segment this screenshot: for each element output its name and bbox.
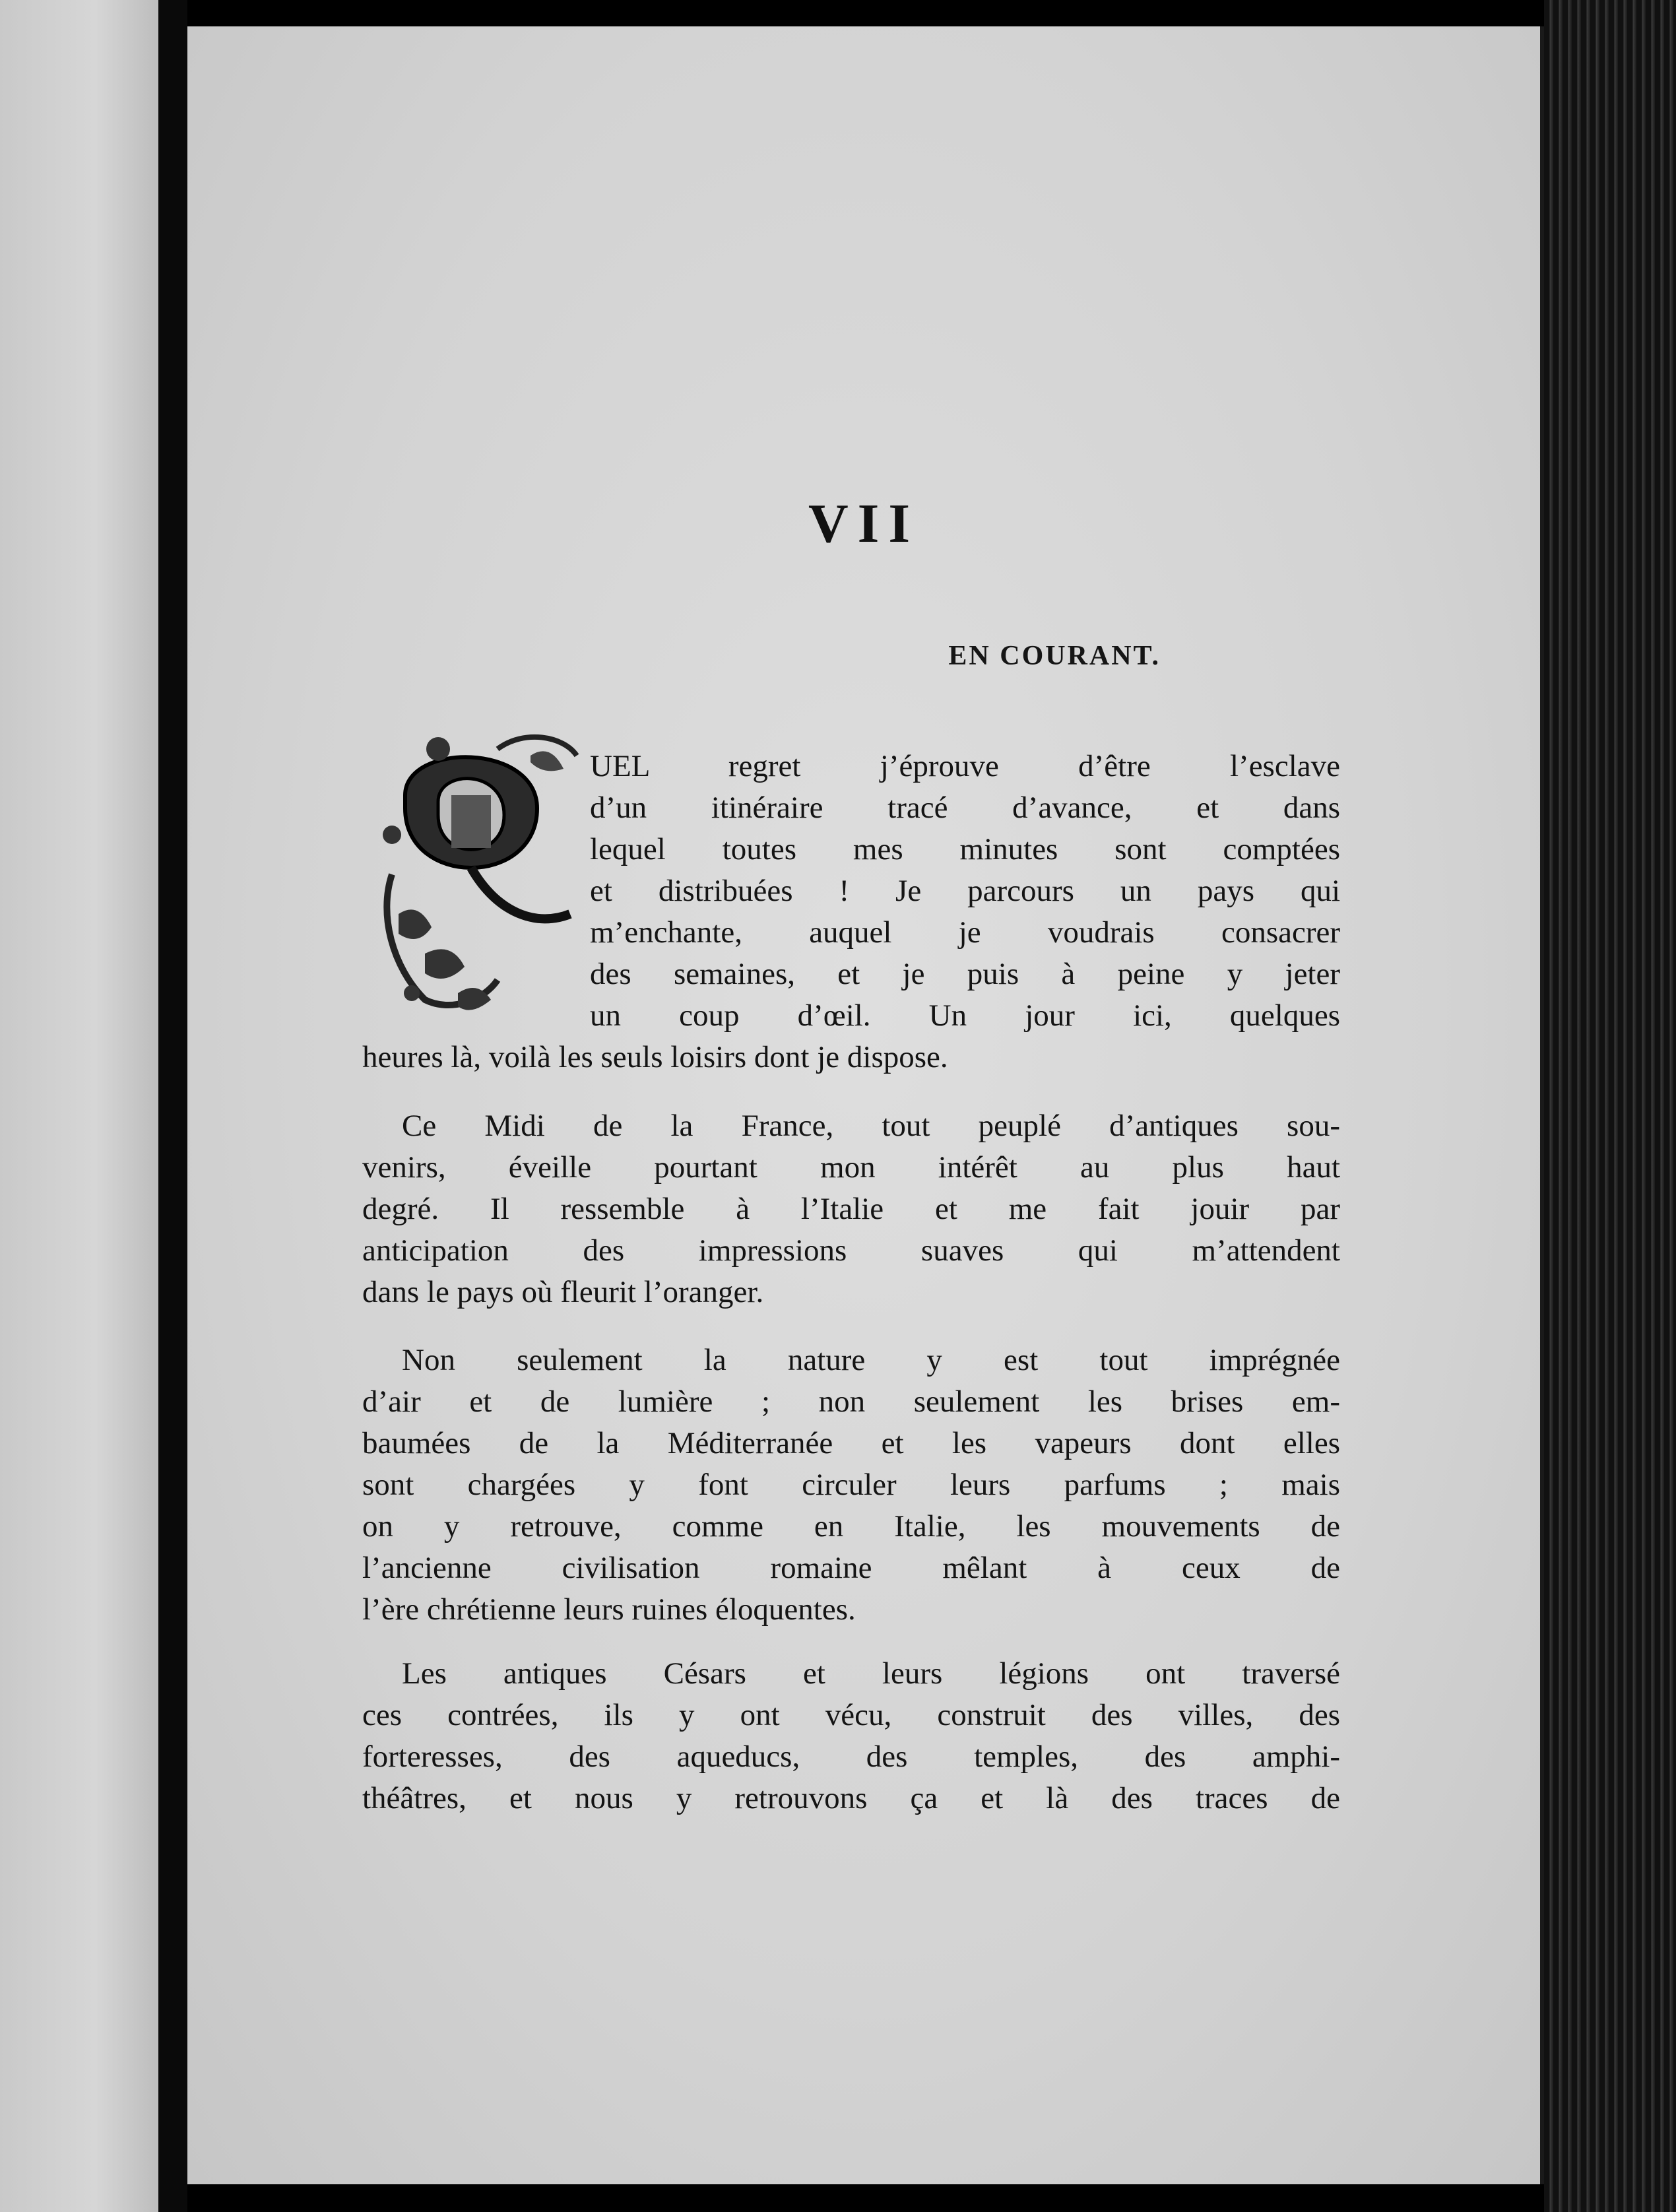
paragraph-4 [362,1653,1340,1819]
text-line: dans le pays où fleurit l’oranger. [362,1275,764,1309]
text-line: d’air et de lumière ; non seulement les brises em- [362,1384,1340,1419]
book-page [187,26,1544,2184]
text-line: d’un itinéraire tracé d’avance, et dans [590,791,1340,825]
text-line: Non seulement la nature y est tout imprégnée [402,1343,1340,1377]
text-line: ces contrées, ils y ont vécu, construit des villes, des [362,1698,1340,1732]
paragraph-3 [362,1340,1340,1631]
paragraph-1 [362,746,1340,1078]
text-line: sont chargées y font circuler leurs parfums ; mais [362,1468,1340,1502]
chapter-title: EN COURANT. [948,641,1161,671]
paragraph-2 [362,1105,1340,1313]
text-line: heures là, voilà les seuls loisirs dont je dispose. [362,1040,948,1074]
text-line: anticipation des impressions suaves qui m’attendent [362,1233,1340,1268]
text-line: l’ancienne civilisation romaine mêlant à ceux de [362,1551,1340,1585]
text-line: Les antiques Césars et leurs légions ont traversé [402,1656,1340,1691]
chapter-number: VII [808,493,920,554]
text-line: des semaines, et je puis à peine y jeter [590,957,1340,991]
book-gutter [158,0,187,2212]
text-line: on y retrouve, comme en Italie, les mouvements de [362,1509,1340,1544]
text-line: théâtres, et nous y retrouvons ça et là des traces de [362,1781,1340,1815]
text-line: l’ère chrétienne leurs ruines éloquentes. [362,1592,856,1627]
text-line: forteresses, des aqueducs, des temples, des amphi- [362,1740,1340,1774]
previous-page-edge [0,0,158,2212]
text-line: Ce Midi de la France, tout peuplé d’antiques sou- [402,1109,1340,1143]
text-line: UEL regret j’éprouve d’être l’esclave [590,749,1340,783]
text-line: et distribuées ! Je parcours un pays qui [590,874,1340,908]
text-line: lequel toutes mes minutes sont comptées [590,832,1340,866]
page-stack-edge [1544,0,1676,2212]
text-line: venirs, éveille pourtant mon intérêt au plus haut [362,1150,1340,1185]
text-line: baumées de la Méditerranée et les vapeurs dont elles [362,1426,1340,1460]
text-line: degré. Il ressemble à l’Italie et me fait jouir par [362,1192,1340,1226]
text-line: un coup d’œil. Un jour ici, quelques [590,998,1340,1033]
text-line: m’enchante, auquel je voudrais consacrer [590,915,1340,950]
